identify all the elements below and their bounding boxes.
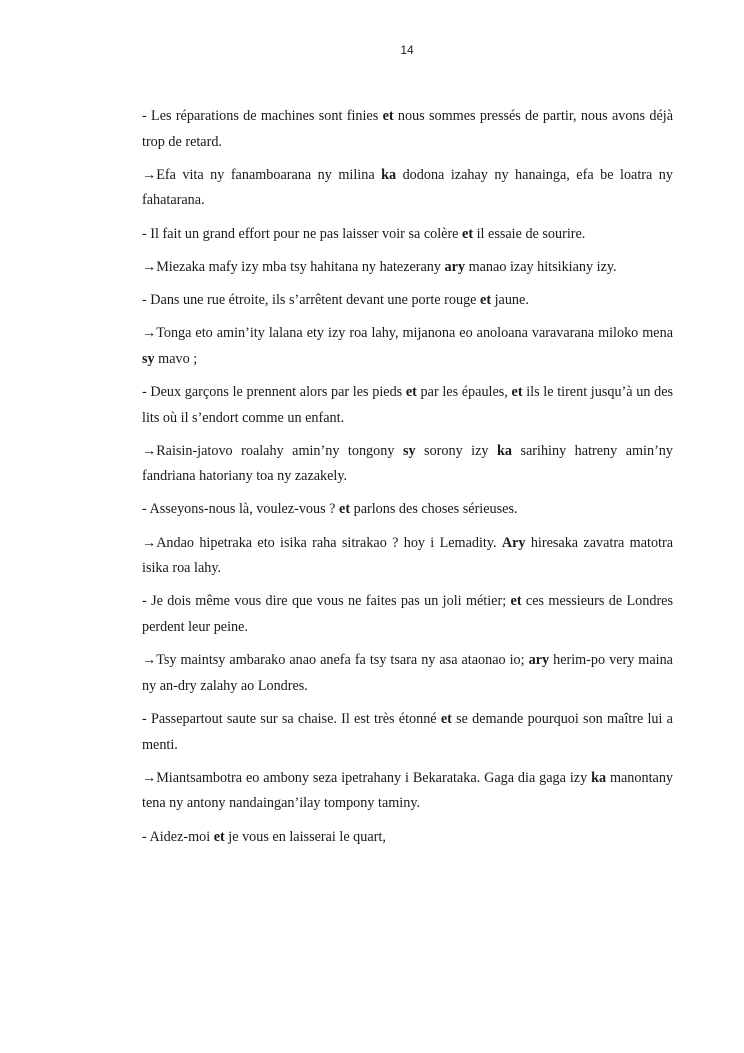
paragraph [142, 104, 673, 155]
paragraph [142, 707, 673, 758]
bold-connector: ka [591, 769, 607, 786]
text-run: - Asseyons-nous là, voulez-vous ? [142, 501, 340, 518]
bold-connector: et [213, 828, 225, 845]
text-run: - Dans une rue étroite, ils s’arrêtent devant une porte rouge [142, 291, 481, 308]
bold-connector: et [510, 593, 522, 610]
text-run: - Je dois même vous dire que vous ne faites pas un joli métier; [142, 593, 511, 610]
paragraph [142, 222, 673, 248]
text-run: →Efa vita ny fanamboarana ny milina [142, 166, 382, 183]
paragraph [142, 321, 673, 372]
bold-connector: ary [444, 258, 466, 275]
text-run: jaune. [491, 291, 529, 308]
bold-connector: et [440, 711, 452, 727]
bold-connector: et [405, 383, 417, 400]
paragraph [142, 531, 673, 582]
text-run: - Deux garçons le prennent alors par les pieds [142, 383, 406, 400]
text-run: je vous en laisserai le quart, [224, 828, 386, 845]
paragraph [142, 380, 673, 431]
text-run: parlons des choses sérieuses. [350, 501, 518, 518]
paragraph [142, 163, 673, 214]
text-run: →Andao hipetraka eto isika raha sitrakao ? hoy i Lemadity. [142, 534, 502, 551]
text-run: sorony izy [415, 442, 497, 459]
bold-connector: et [462, 225, 474, 242]
bold-connector: ka [497, 442, 512, 459]
text-run: →Tsy maintsy ambarako anao anefa fa tsy tsara ny asa ataonao io; [142, 652, 529, 669]
text-run: hiresaka zavatra matotra isika roa lahy. [142, 534, 673, 577]
bold-connector: ary [528, 652, 550, 669]
text-run: - Les réparations de machines sont finies [142, 108, 383, 124]
paragraph [142, 439, 673, 490]
text-run: →Miezaka mafy izy mba tsy hahitana ny hatezerany [142, 258, 445, 275]
text-run: herim-po very maina ny an-dry zalahy ao Londres. [142, 652, 673, 694]
paragraph [142, 589, 673, 640]
bold-connector: et [339, 501, 351, 518]
paragraph [142, 766, 673, 817]
text-run: →Tonga eto amin’ity lalana ety izy roa lahy, mijanona eo anoloana varavarana miloko mena [142, 325, 673, 342]
text-run: dodona izahay ny hanainga, efa be loatra ny fahatarana. [142, 166, 673, 209]
bold-connector: sy [142, 350, 155, 367]
text-run: - Passepartout saute sur sa chaise. Il est très étonné [142, 711, 441, 727]
text-run: ces messieurs de Londres perdent leur peine. [142, 593, 673, 636]
text-run: - Il fait un grand effort pour ne pas laisser voir sa colère [142, 225, 463, 242]
text-run: - Aidez-moi [142, 828, 214, 845]
bold-connector: et [511, 383, 523, 400]
bold-connector: Ary [501, 534, 526, 551]
text-run: →Raisin-jatovo roalahy amin’ny tongony [142, 442, 403, 459]
text-run: manao izay hitsikiany izy. [465, 258, 617, 275]
bold-connector: ka [381, 166, 397, 183]
text-run: manontany tena ny antony nandaingan’ilay tompony taminy. [142, 769, 674, 812]
page-number: 14 [400, 43, 414, 57]
document-body [142, 104, 673, 858]
text-run: mavo ; [154, 350, 198, 367]
text-run: sarihiny hatreny amin’ny fandriana hatoriany toa ny zazakely. [142, 442, 673, 485]
paragraph [142, 255, 673, 281]
paragraph [142, 288, 673, 314]
bold-connector: sy [402, 442, 416, 459]
paragraph [142, 648, 673, 699]
paragraph [142, 825, 673, 851]
text-run: il essaie de sourire. [473, 225, 586, 242]
bold-connector: et [480, 291, 492, 308]
paragraph [142, 497, 673, 523]
text-run: nous sommes pressés de partir, nous avons déjà trop de retard. [142, 108, 673, 150]
bold-connector: et [382, 108, 394, 124]
text-run: →Miantsambotra eo ambony seza ipetrahany i Bekarataka. Gaga dia gaga izy [142, 769, 592, 786]
text-run: par les épaules, [416, 383, 512, 400]
text-run: ils le tirent jusqu’à un des lits où il s’endort comme un enfant. [142, 383, 674, 426]
text-run: se demande pourquoi son maître lui a menti. [142, 711, 673, 753]
